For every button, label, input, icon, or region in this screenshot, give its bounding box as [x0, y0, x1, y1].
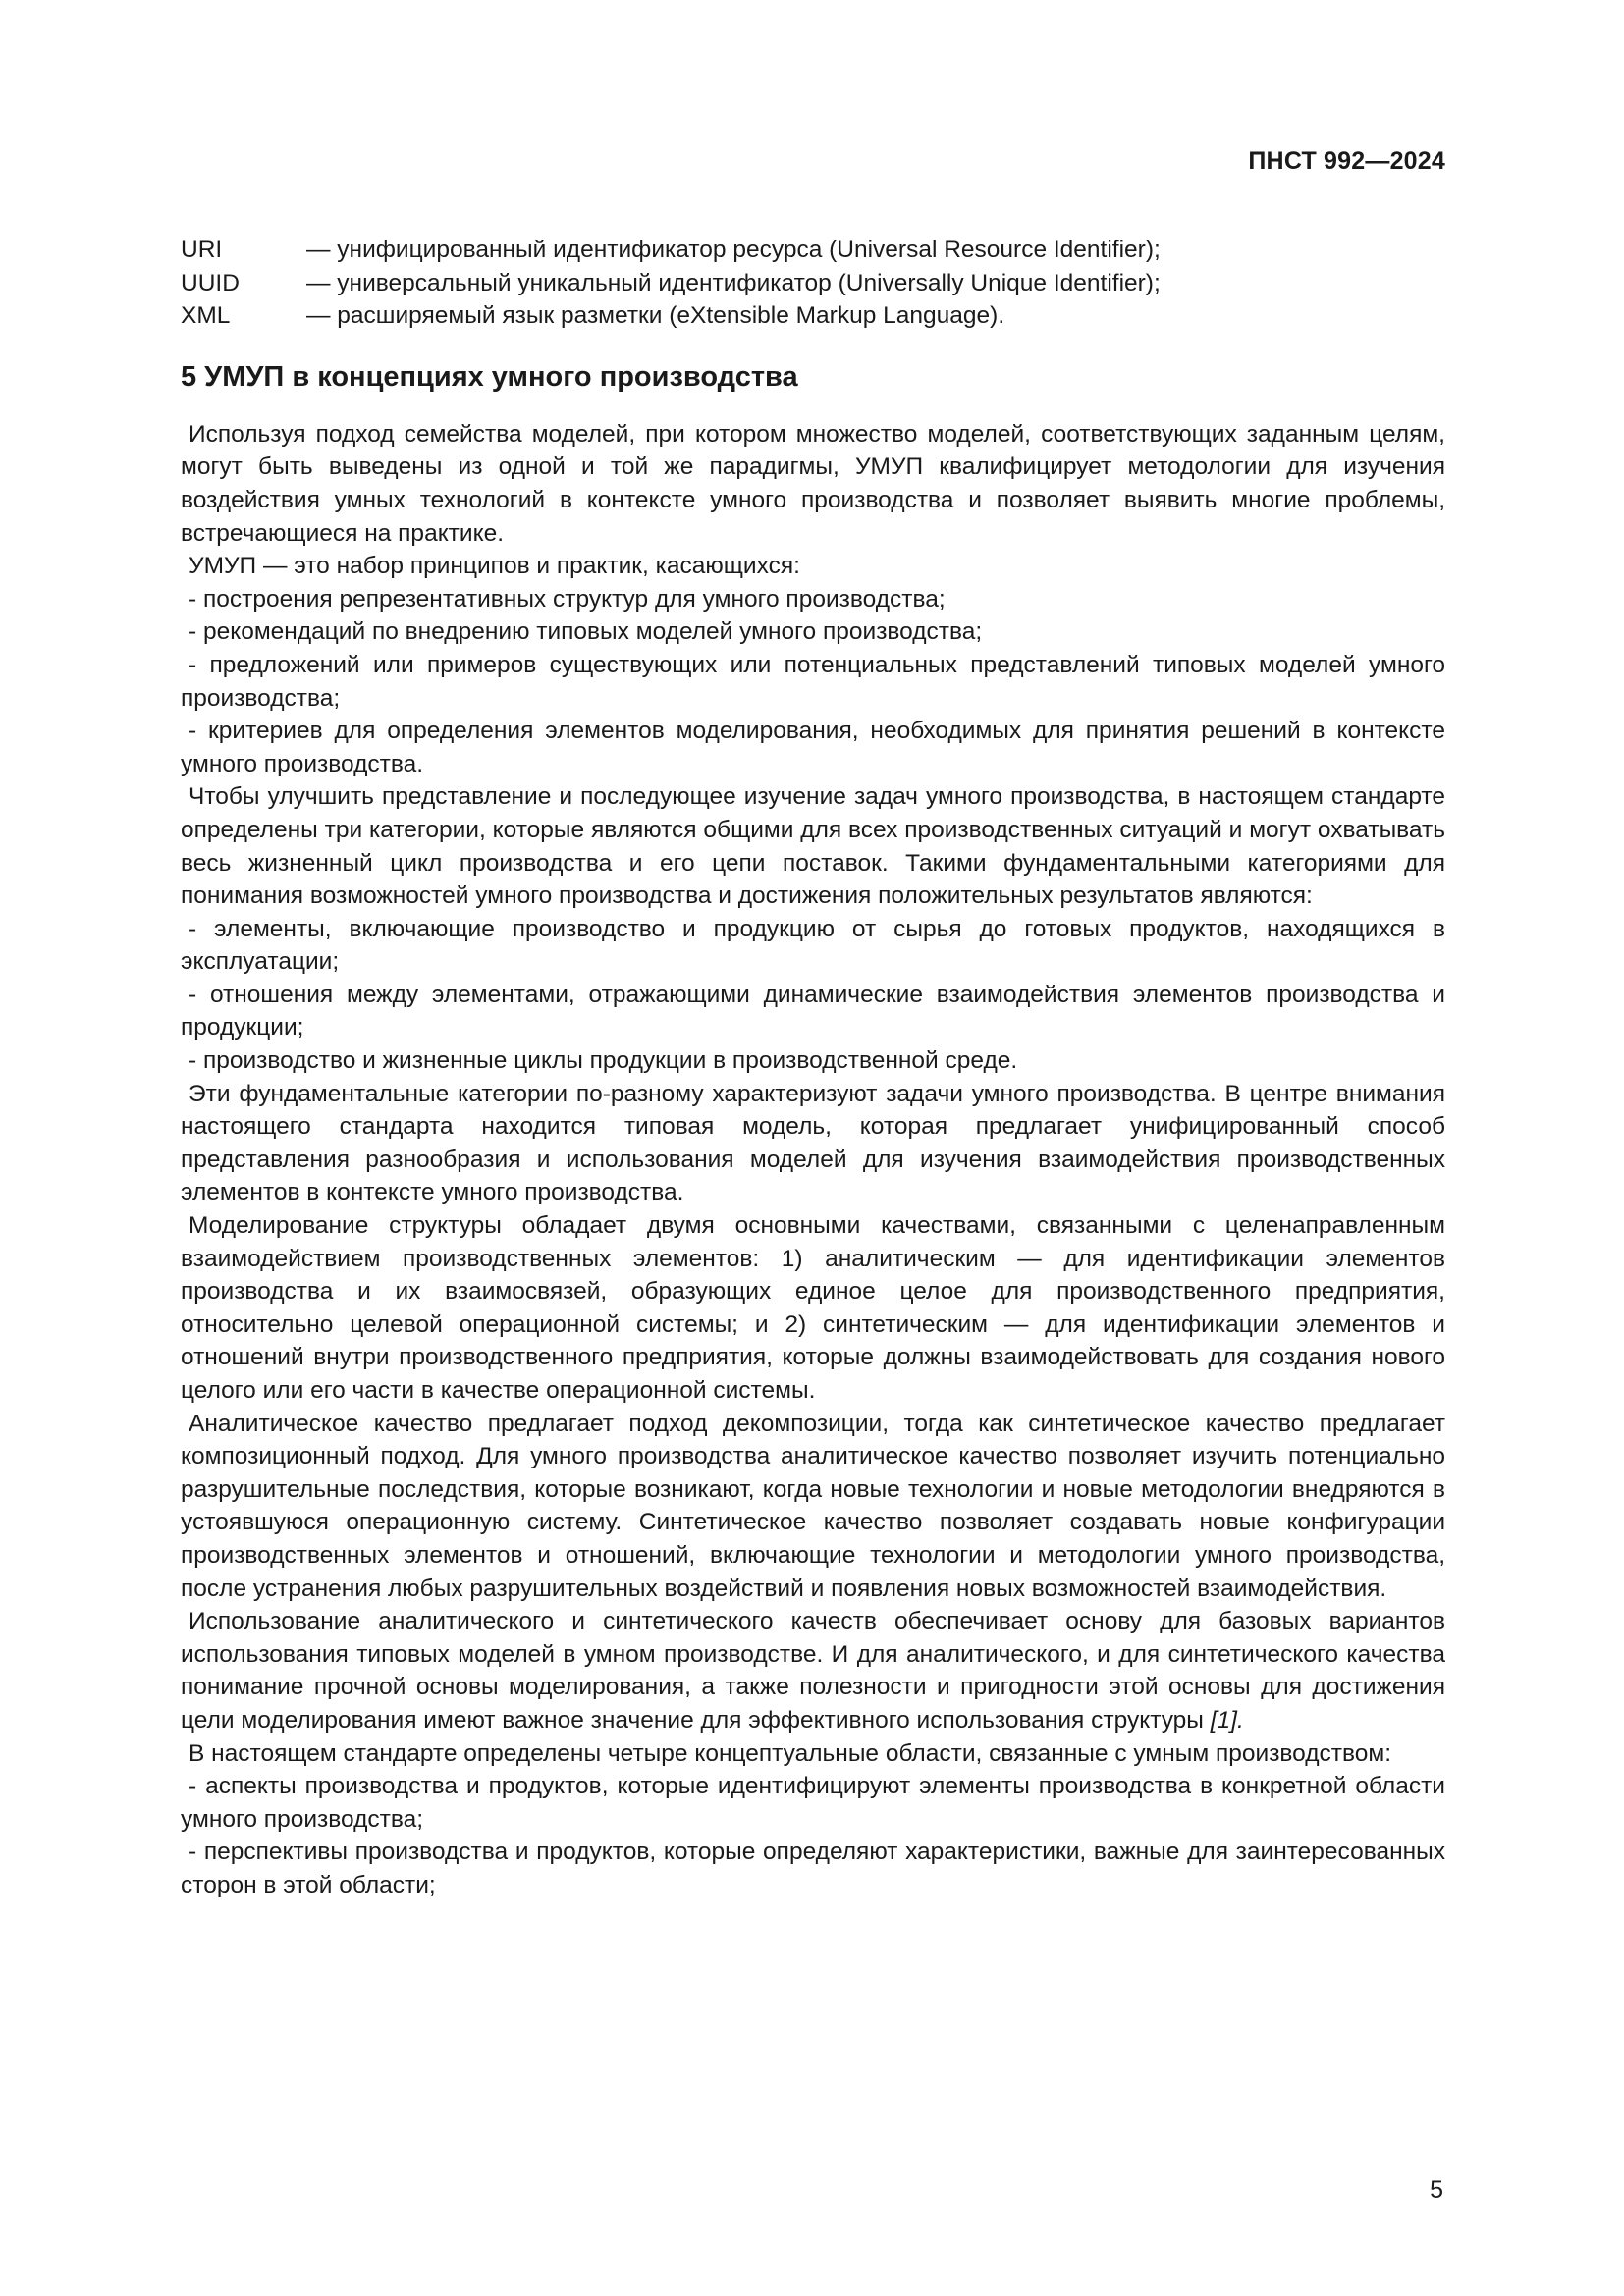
paragraph: Эти фундаментальные категории по-разному характеризуют задачи умного производства. В центре внимания настоящего стандарта находится типовая модель, которая предлагает унифицированный способ представления разнообразия и использования моделей для изучения взаимодействия производственных элементов в контексте умного производства. [181, 1080, 1445, 1206]
paragraph: Аналитическое качество предлагает подход декомпозиции, тогда как синтетическое качество предлагает композиционный подход. Для умного производства аналитическое качество позволяет изучить потенциально разрушительные последствия, которые возникают, когда новые технологии и новые методологии внедряются в устоявшуюся операционную систему. Синтетическое качество позволяет создавать новые конфигурации производственных элементов и отношений, включающие технологии и методологии умного производства, после устранения любых разрушительных воздействий и появления новых возможностей взаимодействия. [181, 1410, 1445, 1602]
paragraph: Используя подход семейства моделей, при котором множество моделей, соответствующих заданным целям, могут быть выведены из одной и той же парадигмы, УМУП квалифицирует методологии для изучения воздействия умных технологий в контексте умного производства и позволяет выявить многие проблемы, встречающиеся на практике. [181, 420, 1445, 547]
list-item: - отношения между элементами, отражающими динамические взаимодействия элементов производства и продукции; [181, 981, 1445, 1041]
paragraph [181, 1605, 1445, 1736]
abbreviation-definition: — расширяемый язык разметки (eXtensible Markup Language). [306, 302, 1005, 330]
paragraph: Чтобы улучшить представление и последующее изучение задач умного производства, в настоящем стандарте определены три категории, которые являются общими для всех производственных ситуаций и могут охватывать весь жизненный цикл производства и его цепи поставок. Такими фундаментальными категориями для понимания возможностей умного производства и достижения положительных результатов являются: [181, 783, 1445, 910]
paragraph: УМУП — это набор принципов и практик, касающихся: [189, 553, 800, 580]
abbreviation-row [181, 267, 1445, 300]
abbreviation-list [181, 234, 1445, 333]
abbreviation-row [181, 299, 1445, 333]
list-item: - производство и жизненные циклы продукции в производственной среде. [189, 1047, 1018, 1075]
list-item: - построения репрезентативных структур для умного производства; [189, 585, 946, 613]
abbreviation-term: UUID [181, 269, 240, 296]
abbreviation-term: URI [181, 237, 223, 263]
paragraph-text: Использование аналитического и синтетического качеств обеспечивает основу для базовых вариантов использования типовых моделей в умном производстве. И для аналитического, и для синтетического качества понимание прочной основы моделирования, а также полезности и пригодности этой основы для достижения цели моделирования имеют важное значение для эффективного использования структуры [181, 1608, 1445, 1734]
list-item: - перспективы производства и продуктов, которые определяют характеристики, важные для заинтересованных сторон в этой области; [181, 1839, 1445, 1898]
list-item: - критериев для определения элементов моделирования, необходимых для принятия решений в контексте умного производства. [181, 718, 1445, 777]
abbreviation-definition: — универсальный уникальный идентификатор (Universally Unique Identifier); [306, 269, 1161, 296]
page-number: 5 [1430, 2176, 1443, 2204]
document-code: ПНСТ 992—2024 [1248, 147, 1445, 175]
page-content [181, 234, 1445, 1902]
abbreviation-definition: — унифицированный идентификатор ресурса (Universal Resource Identifier); [306, 237, 1161, 263]
abbreviation-term: XML [181, 302, 231, 330]
list-item: - аспекты производства и продуктов, которые идентифицируют элементы производства в конкретной области умного производства; [181, 1773, 1445, 1833]
citation-reference: [1]. [1210, 1706, 1244, 1734]
paragraph: В настоящем стандарте определены четыре концептуальные области, связанные с умным производством: [189, 1739, 1392, 1767]
list-item: - предложений или примеров существующих или потенциальных представлений типовых моделей умного производства; [181, 651, 1445, 712]
paragraph: Моделирование структуры обладает двумя основными качествами, связанными с целенаправленным взаимодействием производственных элементов: 1) аналитическим — для идентификации элементов производства и их взаимосвязей, образующих единое целое для производственного предприятия, относительно целевой операционной системы; и 2) синтетическим — для идентификации элементов и отношений внутри производственного предприятия, которые должны взаимодействовать для создания нового целого или его части в качестве операционной системы. [181, 1212, 1445, 1404]
section-title: 5 УМУП в концепциях умного производства [181, 360, 798, 393]
abbreviation-row [181, 234, 1445, 267]
list-item: - элементы, включающие производство и продукцию от сырья до готовых продуктов, находящихся в эксплуатации; [181, 915, 1445, 976]
list-item: - рекомендаций по внедрению типовых моделей умного производства; [189, 618, 983, 646]
section-body [181, 418, 1445, 1902]
